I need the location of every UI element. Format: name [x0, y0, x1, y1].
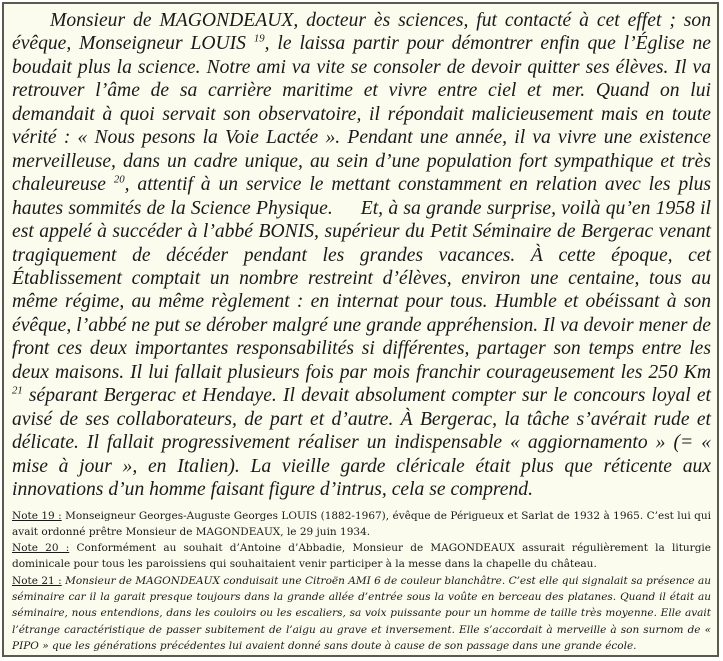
footnote-text: Monseigneur Georges-Auguste Georges LOUIS (1882-1967), évêque de Périgueux et Sarlat de 1932 à 1965. C’est lui qui avait ordonné prêtre Monsieur de MAGONDEAUX, le 29 juin 1934.: [12, 509, 711, 538]
main-text-part-2: , le laissa partir pour démontrer enfin que l’Église ne boudait plus la science. Notre ami va vite se consoler de devoir quitter ses élèves. Il va retrouver l’âme de sa carrière maritime et vivre entre ciel et mer. Quand on lui demandait à quoi servait son observatoire, il répondait malicieusement mais en toute vérité : « Nous pesons la Voie Lactée ». Pendant une année, il va vivre une existence merveilleuse, dans un cadre unique, au sein d’une population fort sympathique et très chaleureuse: [12, 33, 711, 196]
footnote-ref-20: 20: [113, 173, 125, 186]
main-paragraph: [12, 9, 711, 502]
document-page: [2, 2, 719, 657]
footnotes: [12, 508, 711, 655]
footnote-19: [12, 508, 711, 541]
main-text-part-1: Monsieur de MAGONDEAUX, docteur ès sciences, fut contacté à cet effet ; son évêque, Monseigneur LOUIS: [12, 10, 711, 55]
main-text-part-3: , attentif à un service le mettant constamment en relation avec les plus hautes sommités de la Science Physique.: [12, 174, 711, 219]
footnote-label: Note 20 :: [12, 542, 70, 555]
main-text-part-5: séparant Bergerac et Hendaye. Il devait absolument compter sur le concours loyal et avisé de ses collaborateurs, de part et d’autre. À Bergerac, la tâche s’avérait rude et délicate. Il fallait progressivement réaliser un indispensable « aggiornamento » (= « mise à jour », en Italien). La vieille garde cléricale était plus que réticente aux innovations d’un homme faisant figure d’intrus, cela se comprend.: [12, 385, 711, 501]
footnote-ref-21: 21: [12, 384, 23, 397]
footnote-20: [12, 540, 711, 573]
footnote-ref-19: 19: [253, 32, 265, 45]
footnote-21: [12, 573, 711, 654]
footnote-label: Note 19 :: [12, 509, 62, 522]
main-text-part-4: Et, à sa grande surprise, voilà qu’en 1958 il est appelé à succéder à l’abbé BONIS, supérieur du Petit Séminaire de Bergerac venant tragiquement de décéder pendant les grandes vacances. À cette époque, cet Établissement comptait un nombre restreint d’élèves, environ une centaine, tous au même régime, au même règlement : en internat pour tous. Humble et obéissant à son évêque, l’abbé ne put se dérober malgré une grande appréhension. Il va devoir mener de front ces deux importantes responsabilités si différentes, partager son temps entre les deux maisons. Il lui fallait plusieurs fois par mois franchir courageusement les 250 Km: [12, 197, 711, 383]
footnote-text: Monsieur de MAGONDEAUX conduisait une Citroën AMI 6 de couleur blanchâtre. C’est elle qui signalait sa présence au séminaire car il la garait presque toujours dans la grande allée d’entrée sous la voûte en berceau des platanes. Quand il était au séminaire, nous entendions, dans les couloirs ou les escaliers, sa voix puissante pour un homme de taille très moyenne. Elle avait l’étrange caractéristique de passer subitement de l’aigu au grave et inversement. Elle s’accordait à merveille à son surnom de « PIPO » que les générations précédentes lui avaient donné sans doute à cause de son passage dans une grande école.: [12, 574, 711, 652]
footnote-label: Note 21 :: [12, 574, 62, 587]
footnote-text: Conformément au souhait d’Antoine d’Abbadie, Monsieur de MAGONDEAUX assurait régulièrement la liturgie dominicale pour tous les paroissiens qui souhaitaient venir participer à la messe dans la chapelle du château.: [12, 542, 711, 571]
